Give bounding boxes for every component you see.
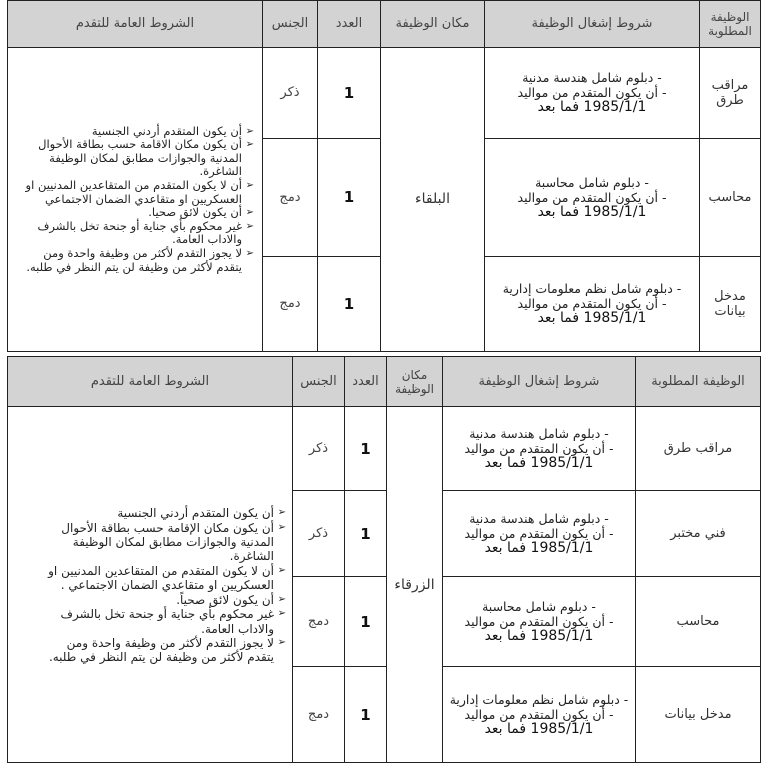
condition-line: - دبلوم شامل هندسة مدنية [469, 511, 609, 526]
job-conditions [443, 667, 636, 763]
job-count: 1 [345, 667, 387, 763]
requirement-item: ➢ أن يكون المتقدم أردني الجنسية [117, 506, 286, 521]
job-announcement-page [7, 0, 760, 762]
condition-date: 1985/1/1 فما بعد [484, 628, 594, 644]
header-location: مكان الوظيفة [387, 357, 443, 407]
general-requirements [8, 47, 263, 351]
bullet-arrow-icon: ➢ [245, 220, 254, 232]
bullet-arrow-icon: ➢ [245, 207, 254, 219]
requirement-item: ➢ غير محكوم بأي جناية أو جنحة تخل بالشرف والاداب العامة. [60, 607, 286, 636]
bullet-arrow-icon: ➢ [245, 125, 254, 137]
requirement-item: ➢ أن لا يكون المتقدم من المتقاعدين المدنيين او العسكريين او متقاعدي الضمان الاجتماعي [25, 177, 254, 206]
header-conditions: شروط إشغال الوظيفة [443, 357, 636, 407]
job-count: 1 [318, 256, 381, 351]
job-title: محاسب [700, 138, 761, 256]
bullet-arrow-icon: ➢ [245, 179, 254, 191]
job-count: 1 [345, 491, 387, 577]
job-title: مدخل بيانات [636, 667, 761, 763]
condition-line: - أن يكون المتقدم من مواليد [464, 707, 614, 722]
header-requirements: الشروط العامة للتقدم [8, 1, 263, 48]
job-count: 1 [345, 577, 387, 667]
job-gender: دمج [293, 667, 345, 763]
job-gender: ذكر [293, 491, 345, 577]
requirement-item: ➢ غير محكوم بأي جناية أو جنحة تخل بالشرف والاداب العامة. [37, 218, 254, 247]
requirement-item: ➢ أن يكون مكان الاقامة حسب بطاقة الأحوال المدنية والجوازات مطابق لمكان الوظيفة الشاغرة. [38, 137, 254, 179]
condition-line: - أن يكون المتقدم من مواليد [464, 441, 614, 456]
requirement-item: ➢ أن يكون مكان الإقامة حسب بطاقة الأحوال المدنية والجوازات مطابق لمكان الوظيفة الشاغرة. [61, 520, 286, 564]
header-count: العدد [318, 1, 381, 48]
bullet-arrow-icon: ➢ [245, 139, 254, 151]
jobs-table-balqa [7, 0, 761, 352]
header-job: الوظيفة المطلوبة [700, 1, 761, 48]
condition-date: 1985/1/1 فما بعد [484, 455, 594, 471]
condition-line: - أن يكون المتقدم من مواليد [464, 526, 614, 541]
condition-line: - أن يكون المتقدم من مواليد [517, 189, 667, 205]
condition-line: - دبلوم شامل هندسة مدنية [469, 426, 609, 441]
header-location: مكان الوظيفة [381, 1, 485, 48]
condition-line: - دبلوم شامل محاسبة [535, 174, 649, 190]
bullet-arrow-icon: ➢ [277, 521, 286, 533]
table-row [8, 407, 761, 491]
condition-line: - دبلوم شامل هندسة مدنية [522, 70, 662, 86]
job-conditions [485, 138, 700, 256]
requirement-item: ➢ أن لا يكون المتقدم من المتقاعدين المدنيين او العسكريين او متقاعدي الضمان الاجتماعي . [48, 563, 286, 593]
requirement-item: ➢ أن يكون المتقدم أردني الجنسية [91, 123, 254, 138]
table-row [8, 47, 761, 138]
requirement-item: ➢ أن يكون لائق صحياً. [176, 592, 286, 607]
bullet-arrow-icon: ➢ [277, 593, 286, 605]
bullet-arrow-icon: ➢ [277, 636, 286, 648]
table-header-row [8, 1, 761, 48]
requirement-item: ➢ لا يجوز التقدم لأكثر من وظيفة واحدة ومن يتقدم لأكثر من وظيفة لن يتم النظر في طلبه. [48, 635, 286, 665]
condition-line: - دبلوم شامل نظم معلومات إدارية [449, 692, 629, 707]
job-gender: ذكر [263, 47, 318, 138]
job-conditions [443, 407, 636, 491]
condition-line: - دبلوم شامل محاسبة [482, 599, 596, 614]
condition-line: - أن يكون المتقدم من مواليد [464, 614, 614, 629]
job-gender: دمج [263, 256, 318, 351]
header-gender: الجنس [293, 357, 345, 407]
condition-date: 1985/1/1 فما بعد [484, 540, 594, 556]
job-title: فني مختبر [636, 491, 761, 577]
job-gender: دمج [293, 577, 345, 667]
condition-date: 1985/1/1 فما بعد [537, 99, 647, 116]
condition-date: 1985/1/1 فما بعد [537, 203, 647, 220]
condition-line: - أن يكون المتقدم من مواليد [517, 85, 667, 101]
header-requirements: الشروط العامة للتقدم [8, 357, 293, 407]
general-requirements [8, 407, 293, 763]
condition-line: - دبلوم شامل نظم معلومات إدارية [502, 281, 682, 297]
job-count: 1 [318, 138, 381, 256]
condition-date: 1985/1/1 فما بعد [484, 721, 594, 737]
condition-date: 1985/1/1 فما بعد [537, 310, 647, 327]
table-header-row [8, 357, 761, 407]
header-conditions: شروط إشغال الوظيفة [485, 1, 700, 48]
bullet-arrow-icon: ➢ [277, 564, 286, 576]
job-title: محاسب [636, 577, 761, 667]
job-title: مدخل بيانات [700, 256, 761, 351]
requirement-item: ➢ لا يجوز التقدم لأكثر من وظيفة واحدة ومن يتقدم لأكثر من وظيفة لن يتم النظر في طلبه. [26, 245, 254, 274]
job-conditions [443, 491, 636, 577]
job-count: 1 [318, 47, 381, 138]
job-gender: ذكر [293, 407, 345, 491]
requirement-item: ➢ أن يكون لائق صحيا. [148, 205, 254, 220]
bullet-arrow-icon: ➢ [245, 247, 254, 259]
job-conditions [443, 577, 636, 667]
job-count: 1 [345, 407, 387, 491]
job-location: البلقاء [381, 47, 485, 351]
job-title: مراقب طرق [700, 47, 761, 138]
condition-line: - أن يكون المتقدم من مواليد [517, 296, 667, 312]
header-gender: الجنس [263, 1, 318, 48]
bullet-arrow-icon: ➢ [277, 608, 286, 620]
header-job: الوظيفة المطلوبة [636, 357, 761, 407]
job-conditions [485, 47, 700, 138]
job-gender: دمج [263, 138, 318, 256]
job-location: الزرقاء [387, 407, 443, 763]
job-title: مراقب طرق [636, 407, 761, 491]
job-conditions [485, 256, 700, 351]
bullet-arrow-icon: ➢ [277, 507, 286, 519]
header-count: العدد [345, 357, 387, 407]
jobs-table-zarqa [7, 356, 761, 763]
